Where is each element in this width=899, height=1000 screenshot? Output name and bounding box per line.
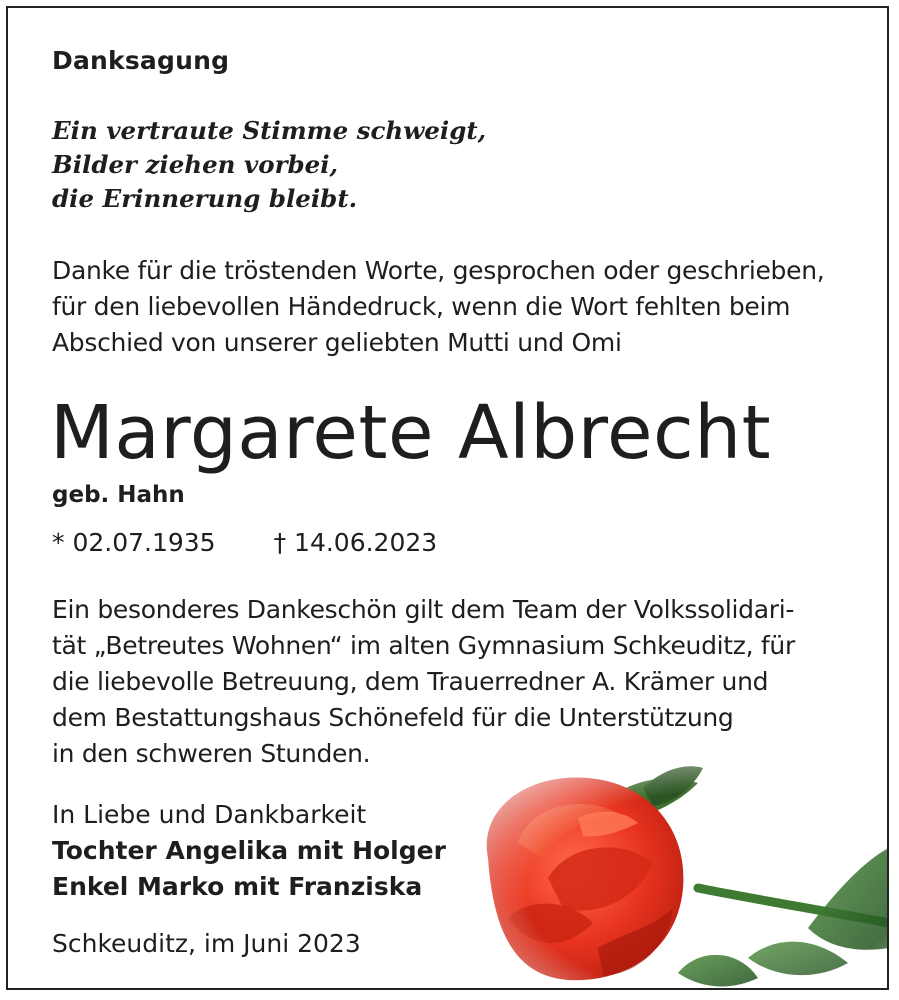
thanks-intro xyxy=(52,253,824,361)
obituary-notice xyxy=(6,6,889,990)
thanks-special-line: dem Bestattungshaus Schönefeld für die Unterstützung xyxy=(52,703,734,732)
closing-block xyxy=(52,797,446,905)
thanks-special-line: die liebevolle Betreuung, dem Trauerredner A. Krämer und xyxy=(52,667,769,696)
thanks-special-line: Ein besonderes Dankeschön gilt dem Team der Volkssolidari- xyxy=(52,595,795,624)
life-dates xyxy=(52,528,437,557)
family-member: Tochter Angelika mit Holger xyxy=(52,836,446,865)
thanks-special-line: in den schweren Stunden. xyxy=(52,739,371,768)
death-date: † 14.06.2023 xyxy=(273,528,438,557)
thanks-intro-line: Danke für die tröstenden Worte, gesprochen oder geschrieben, xyxy=(52,256,825,285)
thanks-special xyxy=(52,592,795,772)
poem xyxy=(52,114,486,216)
poem-line: Ein vertraute Stimme schweigt, xyxy=(52,116,487,145)
maiden-name: geb. Hahn xyxy=(52,482,185,508)
red-rose-icon xyxy=(448,748,889,990)
closing-line: In Liebe und Dankbarkeit xyxy=(52,800,367,829)
thanks-intro-line: Abschied von unserer geliebten Mutti und Omi xyxy=(52,328,622,357)
thanks-special-line: tät „Betreutes Wohnen“ im alten Gymnasium Schkeuditz, für xyxy=(52,631,795,660)
notice-heading: Danksagung xyxy=(52,46,230,75)
thanks-intro-line: für den liebevollen Händedruck, wenn die Wort fehlten beim xyxy=(52,292,791,321)
poem-line: die Erinnerung bleibt. xyxy=(52,184,358,213)
place-date: Schkeuditz, im Juni 2023 xyxy=(52,929,361,958)
deceased-name: Margarete Albrecht xyxy=(50,390,772,476)
family-member: Enkel Marko mit Franziska xyxy=(52,872,423,901)
poem-line: Bilder ziehen vorbei, xyxy=(52,150,339,179)
birth-date: * 02.07.1935 xyxy=(52,528,216,557)
